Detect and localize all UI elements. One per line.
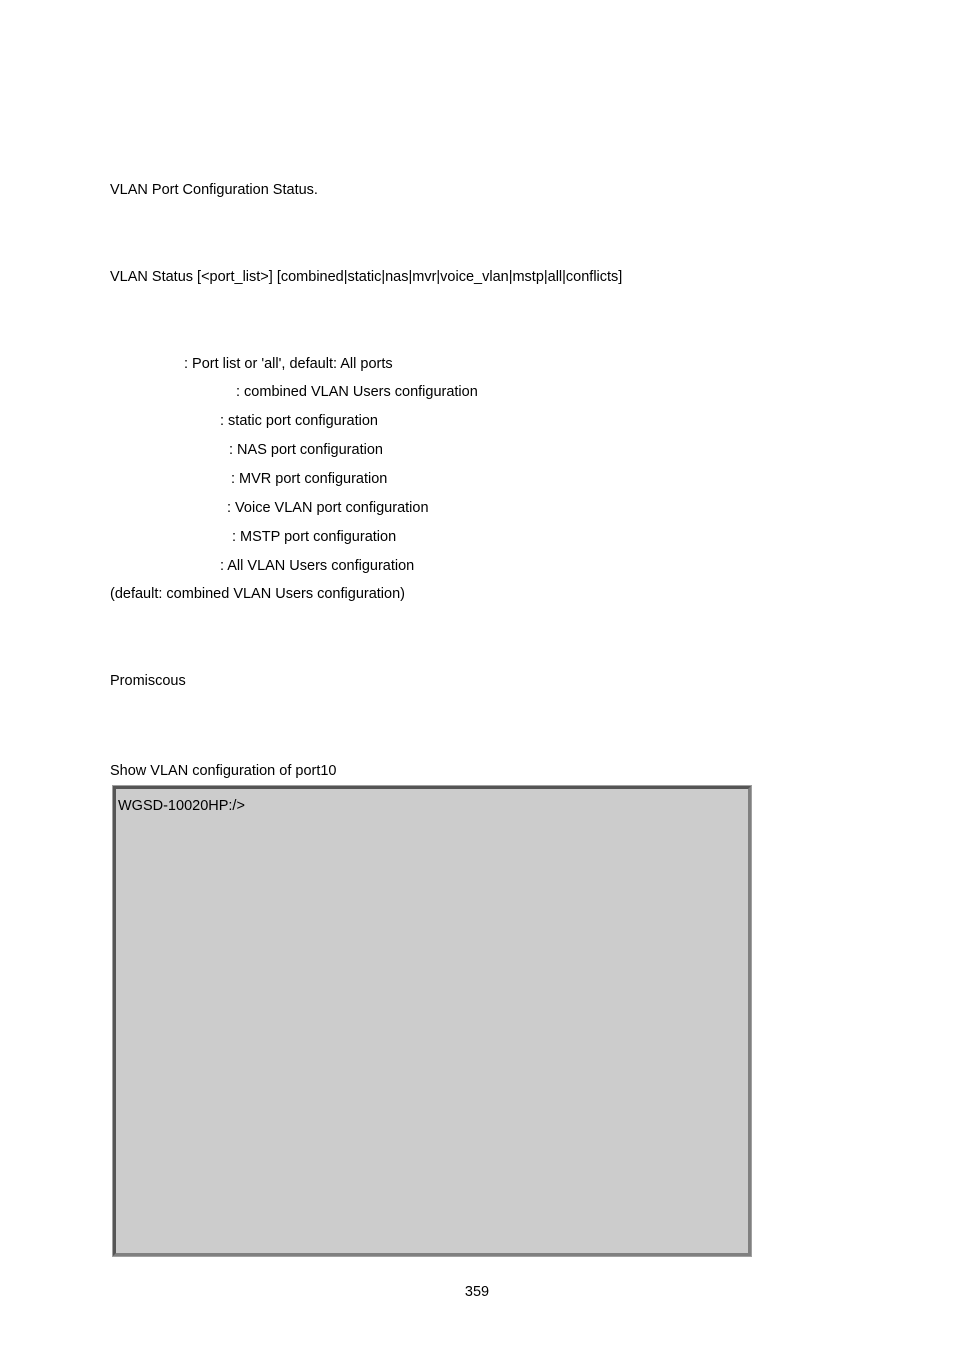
- command-description: VLAN Port Configuration Status.: [110, 182, 318, 198]
- param-mstp: : MSTP port configuration: [232, 529, 397, 545]
- command-syntax: VLAN Status [<port_list>] [combined|static|nas|mvr|voice_vlan|mstp|all|conflicts]: [110, 269, 623, 285]
- example-caption: Show VLAN configuration of port10: [110, 763, 337, 779]
- param-default-note: (default: combined VLAN Users configuration): [110, 586, 405, 602]
- terminal-output-box: [113, 786, 751, 1256]
- param-port-list: : Port list or 'all', default: All ports: [184, 356, 393, 372]
- param-voice-vlan: : Voice VLAN port configuration: [227, 500, 429, 516]
- page-number: 359: [464, 1284, 490, 1300]
- param-static: : static port configuration: [220, 413, 378, 429]
- param-combined: : combined VLAN Users configuration: [236, 384, 478, 400]
- param-all: : All VLAN Users configuration: [220, 558, 415, 574]
- param-nas: : NAS port configuration: [229, 442, 383, 458]
- terminal-prompt: WGSD-10020HP:/>: [118, 798, 245, 814]
- param-mvr: : MVR port configuration: [231, 471, 388, 487]
- default-setting: Promiscous: [110, 673, 186, 689]
